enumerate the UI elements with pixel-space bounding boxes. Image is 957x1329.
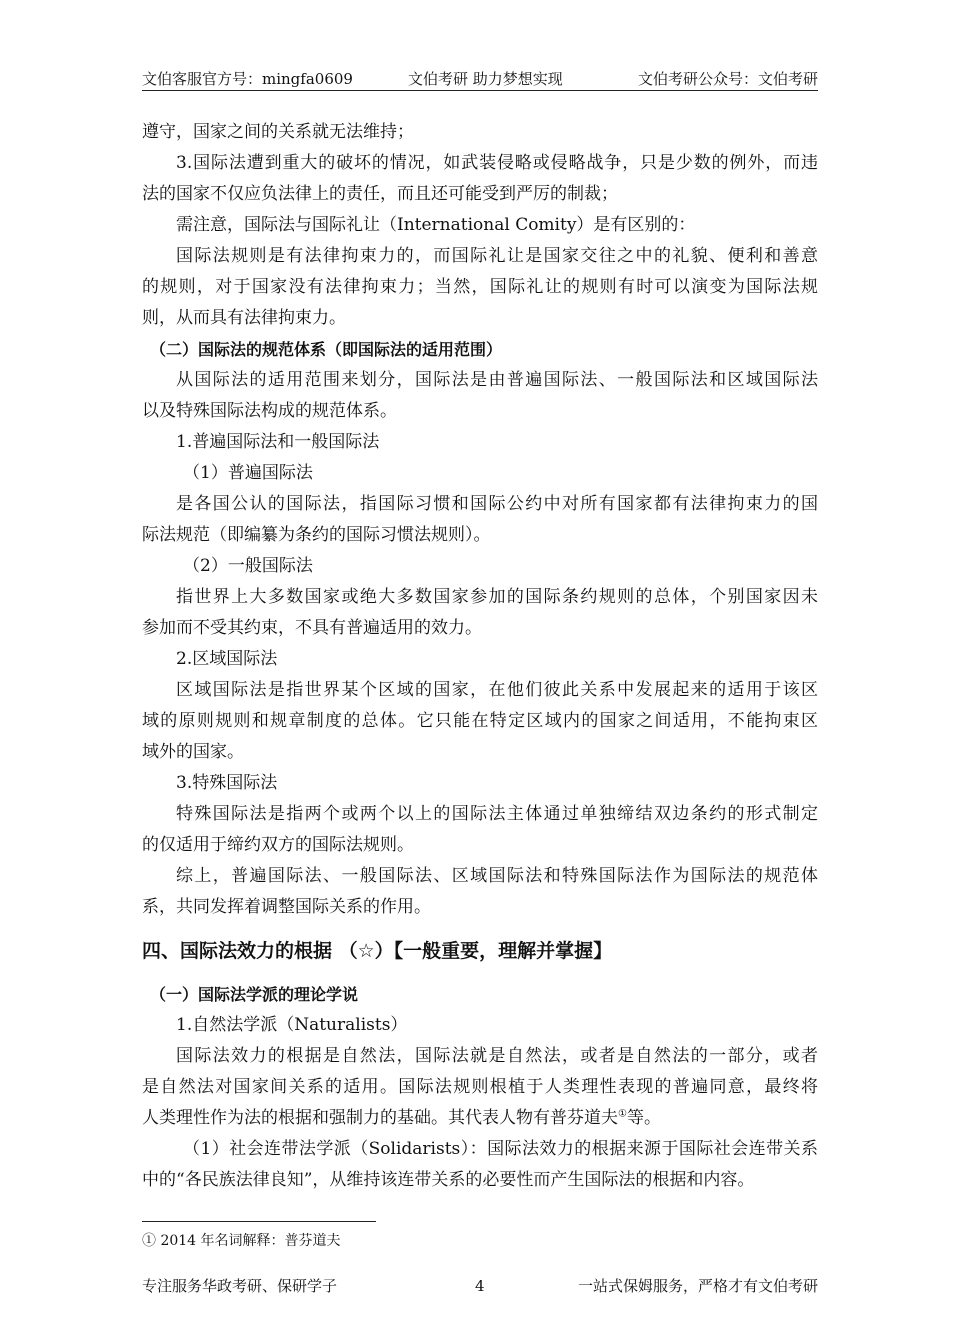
paragraph-line: 从国际法的适用范围来划分，国际法是由普遍国际法、一般国际法和区域国际法 <box>176 370 818 390</box>
paragraph-line: 综上，普遍国际法、一般国际法、区域国际法和特殊国际法作为国际法的规范体 <box>176 866 818 886</box>
paragraph-line: 需注意，国际法与国际礼让（International Comity）是有区别的： <box>176 215 696 235</box>
paragraph-line: 指世界上大多数国家或绝大多数国家参加的国际条约规则的总体，个别国家因未 <box>176 587 818 607</box>
footnote-marker[interactable]: ① <box>618 1108 627 1120</box>
footer-right: 一站式保姆服务，严格才有文伯考研 <box>577 1277 818 1295</box>
chapter-heading: 四、国际法效力的根据 （☆）【一般重要，理解并掌握】 <box>142 940 613 962</box>
page-number: 4 <box>475 1277 485 1295</box>
paragraph-line: 国际法效力的根据是自然法，国际法就是自然法，或者是自然法的一部分，或者 <box>176 1046 818 1066</box>
paragraph-line: 际法规范（即编纂为条约的国际习惯法规则）。 <box>142 525 491 545</box>
list-item-heading: 1.普遍国际法和一般国际法 <box>176 432 380 452</box>
page-header <box>142 68 818 91</box>
paragraph-line: （1）社会连带法学派（Solidarists）：国际法效力的根据来源于国际社会连带关系 <box>183 1139 818 1159</box>
list-item-heading: 1.自然法学派（Naturalists） <box>176 1015 408 1035</box>
paragraph-line: 国际法规则是有法律拘束力的，而国际礼让是国家交往之中的礼貌、便利和善意 <box>176 246 818 266</box>
footnote-divider <box>142 1221 376 1222</box>
paragraph-line: 的仅适用于缔约双方的国际法规则。 <box>142 835 414 855</box>
paragraph-line: 区域国际法是指世界某个区域的国家，在他们彼此关系中发展起来的适用于该区 <box>176 680 818 700</box>
paragraph-text: 人类理性作为法的根据和强制力的基础。其代表人物有普芬道夫 <box>142 1108 618 1128</box>
paragraph-line: 特殊国际法是指两个或两个以上的国际法主体通过单独缔结双边条约的形式制定 <box>176 804 818 824</box>
header-center: 文伯考研 助力梦想实现 <box>408 70 563 88</box>
list-item-heading: （2）一般国际法 <box>183 556 313 576</box>
paragraph-line: 域的原则规则和规章制度的总体。它只能在特定区域内的国家之间适用，不能拘束区 <box>142 711 818 731</box>
list-item-heading: （1）普遍国际法 <box>183 463 313 483</box>
paragraph-line: 3.国际法遭到重大的破坏的情况，如武装侵略或侵略战争，只是少数的例外，而违 <box>176 153 818 173</box>
paragraph-line: 中的“各民族法律良知”，从维持该连带关系的必要性而产生国际法的根据和内容。 <box>142 1170 755 1190</box>
list-item-heading: 3.特殊国际法 <box>176 773 278 793</box>
paragraph-line: 以及特殊国际法构成的规范体系。 <box>142 401 397 421</box>
paragraph-line: 则，从而具有法律拘束力。 <box>142 308 346 328</box>
paragraph-line <box>142 1103 818 1134</box>
paragraph-line: 参加而不受其约束，不具有普遍适用的效力。 <box>142 618 482 638</box>
page-footer <box>142 1275 818 1297</box>
paragraph-line: 遵守，国家之间的关系就无法维持； <box>142 122 414 142</box>
footer-left: 专注服务华政考研、保研学子 <box>142 1277 338 1295</box>
section-heading: （一）国际法学派的理论学说 <box>150 985 359 1004</box>
paragraph-line: 域外的国家。 <box>142 742 244 762</box>
list-item-heading: 2.区域国际法 <box>176 649 278 669</box>
paragraph-line: 法的国家不仅应负法律上的责任，而且还可能受到严厉的制裁； <box>142 184 618 204</box>
paragraph-line: 系，共同发挥着调整国际关系的作用。 <box>142 897 431 917</box>
paragraph-line: 的规则，对于国家没有法律拘束力；当然，国际礼让的规则有时可以演变为国际法规 <box>142 277 818 297</box>
paragraph-line: 是各国公认的国际法，指国际习惯和国际公约中对所有国家都有法律拘束力的国 <box>176 494 818 514</box>
header-right: 文伯考研公众号：文伯考研 <box>637 70 818 88</box>
paragraph-text: 等。 <box>626 1108 661 1128</box>
paragraph-line: 是自然法对国家间关系的适用。国际法规则根植于人类理性表现的普遍同意，最终将 <box>142 1077 818 1097</box>
header-left: 文伯客服官方号：mingfa0609 <box>142 70 353 88</box>
footnote: ① 2014 年名词解释：普芬道夫 <box>142 1233 341 1249</box>
body-text <box>142 117 818 1196</box>
section-heading: （二）国际法的规范体系（即国际法的适用范围） <box>150 340 503 359</box>
